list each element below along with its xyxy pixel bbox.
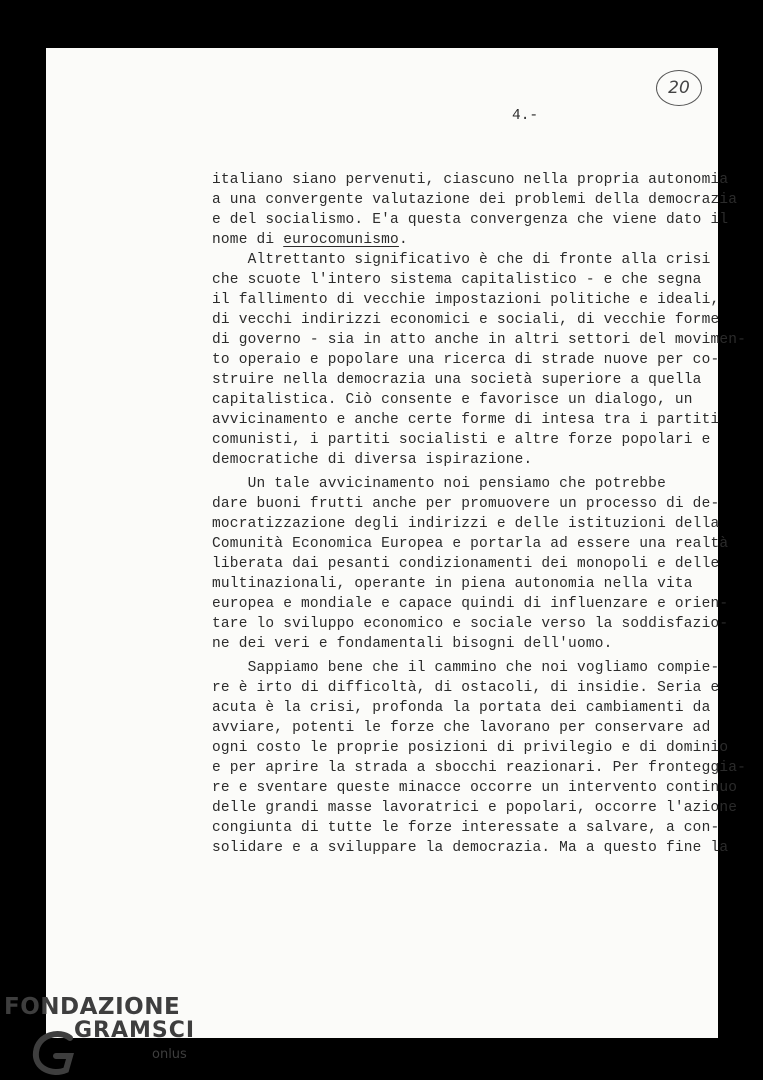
text-line bbox=[212, 232, 408, 248]
text-line: capitalistica. Ciò consente e favorisce un dialogo, un bbox=[212, 392, 693, 408]
archive-number-stamp: 20 bbox=[656, 70, 702, 106]
text-line: re e sventare queste minacce occorre un intervento continuo bbox=[212, 780, 738, 796]
watermark-line-1: FONDAZIONE bbox=[4, 994, 181, 1020]
text-fragment: . bbox=[398, 232, 408, 248]
text-line: congiunta di tutte le forze interessate a salvare, a con- bbox=[212, 820, 720, 836]
text-line: ne dei veri e fondamentali bisogni dell'uomo. bbox=[212, 636, 613, 652]
underlined-term: eurocomunismo bbox=[283, 232, 399, 248]
text-line: tare lo sviluppo economico e sociale verso la soddisfazio- bbox=[212, 616, 729, 632]
watermark-line-3: onlus bbox=[152, 1047, 187, 1062]
text-line: to operaio e popolare una ricerca di strade nuove per co- bbox=[212, 352, 720, 368]
text-line: acuta è la crisi, profonda la portata dei cambiamenti da bbox=[212, 700, 711, 716]
text-line: di vecchi indirizzi economici e sociali, di vecchie forme bbox=[212, 312, 720, 328]
text-line: Sappiamo bene che il cammino che noi vogliamo compie- bbox=[212, 660, 720, 676]
foundation-logo-icon bbox=[30, 1030, 82, 1078]
text-line: e del socialismo. E'a questa convergenza che viene dato il bbox=[212, 212, 729, 228]
page-number: 4.- bbox=[512, 108, 539, 124]
text-line: dare buoni frutti anche per promuovere un processo di de- bbox=[212, 496, 720, 512]
text-line: avviare, potenti le forze che lavorano per conservare ad bbox=[212, 720, 711, 736]
text-line: solidare e a sviluppare la democrazia. Ma a questo fine la bbox=[212, 840, 729, 856]
text-line: multinazionali, operante in piena autonomia nella vita bbox=[212, 576, 693, 592]
text-line: democratiche di diversa ispirazione. bbox=[212, 452, 533, 468]
text-line: Un tale avvicinamento noi pensiamo che potrebbe bbox=[212, 476, 666, 492]
text-line: avvicinamento e anche certe forme di intesa tra i partiti bbox=[212, 412, 720, 428]
text-line: a una convergente valutazione dei problemi della democrazia bbox=[212, 192, 738, 208]
text-line: di governo - sia in atto anche in altri settori del movimen- bbox=[212, 332, 747, 348]
text-line: comunisti, i partiti socialisti e altre forze popolari e bbox=[212, 432, 711, 448]
text-line: liberata dai pesanti condizionamenti dei monopoli e delle bbox=[212, 556, 720, 572]
text-fragment: nome di bbox=[212, 232, 284, 248]
document-page bbox=[46, 48, 747, 1038]
text-line: Comunità Economica Europea e portarla ad essere una realtà bbox=[212, 536, 729, 552]
text-line: e per aprire la strada a sbocchi reazionari. Per fronteggia- bbox=[212, 760, 747, 776]
text-line: italiano siano pervenuti, ciascuno nella propria autonomia bbox=[212, 172, 729, 188]
text-line: ogni costo le proprie posizioni di privilegio e di dominio bbox=[212, 740, 729, 756]
text-line: europea e mondiale e capace quindi di influenzare e orien- bbox=[212, 596, 729, 612]
watermark-line-2: GRAMSCI bbox=[74, 1018, 196, 1043]
text-line: re è irto di difficoltà, di ostacoli, di insidie. Seria e bbox=[212, 680, 720, 696]
text-line: mocratizzazione degli indirizzi e delle istituzioni della bbox=[212, 516, 720, 532]
text-line: delle grandi masse lavoratrici e popolari, occorre l'azione bbox=[212, 800, 738, 816]
text-line: che scuote l'intero sistema capitalistico - e che segna bbox=[212, 272, 702, 288]
text-line: il fallimento di vecchie impostazioni politiche e ideali, bbox=[212, 292, 720, 308]
text-line: struire nella democrazia una società superiore a quella bbox=[212, 372, 702, 388]
text-line: Altrettanto significativo è che di fronte alla crisi bbox=[212, 252, 711, 268]
